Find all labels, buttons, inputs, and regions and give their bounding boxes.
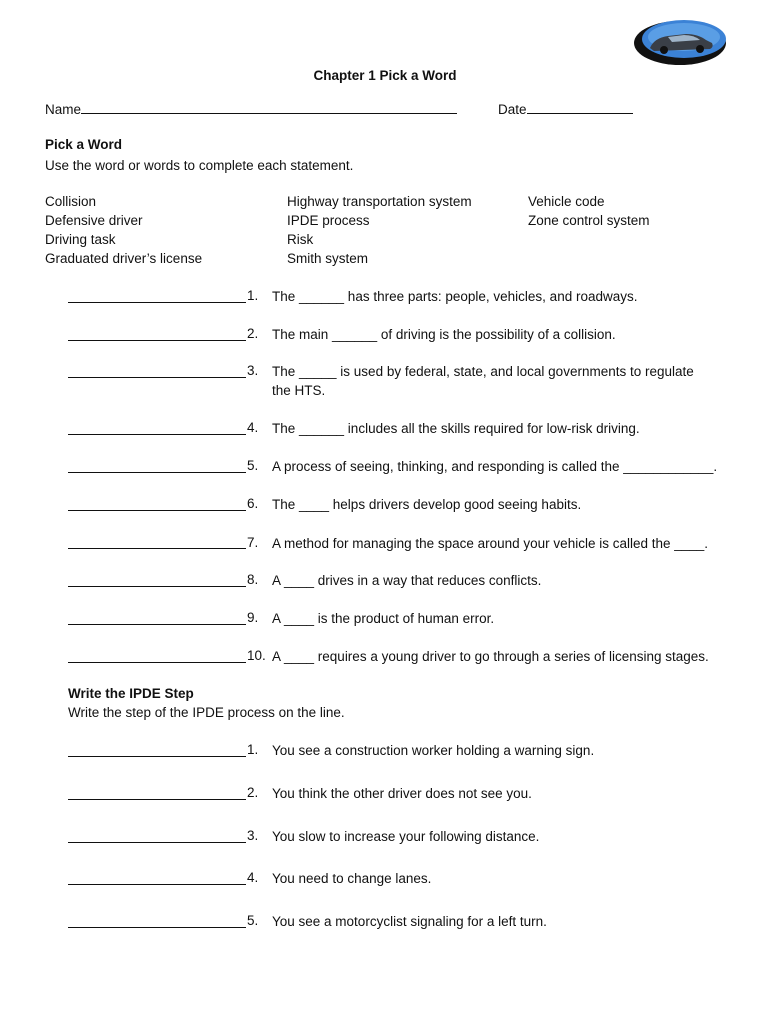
statement-text: A method for managing the space around your vehicle is called the ____.: [272, 536, 709, 551]
ipde-answer-line-1[interactable]: [68, 756, 246, 757]
ipde-answer-line-2[interactable]: [68, 799, 246, 800]
item-number: 4.: [247, 870, 259, 885]
item-number: 5.: [247, 458, 259, 473]
answer-line-4[interactable]: [68, 434, 246, 435]
answer-line-3[interactable]: [68, 377, 246, 378]
section-instruction: Use the word or words to complete each statement.: [45, 158, 354, 173]
item-number: 1.: [247, 288, 259, 303]
answer-line-9[interactable]: [68, 624, 246, 625]
item-number: 1.: [247, 742, 259, 757]
item-number: 9.: [247, 610, 259, 625]
answer-line-5[interactable]: [68, 472, 246, 473]
word-bank-item: Driving task: [45, 232, 116, 247]
item-number: 7.: [247, 535, 259, 550]
ipde-answer-line-4[interactable]: [68, 884, 246, 885]
section-heading-ipde-step: Write the IPDE Step: [68, 686, 194, 701]
word-bank-item: Smith system: [287, 251, 369, 266]
item-number: 6.: [247, 496, 259, 511]
statement-text-continued: the HTS.: [272, 383, 326, 398]
word-bank-item: Graduated driver’s license: [45, 251, 203, 266]
statement-text: The _____ is used by federal, state, and local governments to regulate: [272, 364, 694, 379]
answer-line-6[interactable]: [68, 510, 246, 511]
section-instruction: Write the step of the IPDE process on the line.: [68, 705, 345, 720]
statement-text: The ______ has three parts: people, vehicles, and roadways.: [272, 289, 638, 304]
word-bank-item: IPDE process: [287, 213, 370, 228]
section-heading-pick-a-word: Pick a Word: [45, 137, 123, 152]
word-bank-column-2: [287, 192, 472, 268]
item-number: 8.: [247, 572, 259, 587]
statement-text: You slow to increase your following distance.: [272, 829, 540, 844]
page-title: Chapter 1 Pick a Word: [313, 68, 457, 83]
date-label: Date: [498, 102, 527, 117]
item-number: 4.: [247, 420, 259, 435]
statement-text: A ____ drives in a way that reduces conflicts.: [272, 573, 542, 588]
statement-text: You think the other driver does not see you.: [272, 786, 532, 801]
name-row: [45, 101, 457, 119]
statement-text: The ____ helps drivers develop good seeing habits.: [272, 497, 582, 512]
word-bank-item: Highway transportation system: [287, 194, 472, 209]
item-number: 2.: [247, 326, 259, 341]
statement-text: You see a construction worker holding a warning sign.: [272, 743, 595, 758]
answer-line-10[interactable]: [68, 662, 246, 663]
item-number: 3.: [247, 363, 259, 378]
statement-text: You need to change lanes.: [272, 871, 432, 886]
statement-text: A ____ is the product of human error.: [272, 611, 495, 626]
word-bank-item: Collision: [45, 194, 97, 209]
word-bank-column-1: [45, 192, 202, 268]
statement-text: You see a motorcyclist signaling for a left turn.: [272, 914, 547, 929]
item-number: 3.: [247, 828, 259, 843]
date-field[interactable]: [527, 113, 633, 114]
statement-text: The ______ includes all the skills required for low-risk driving.: [272, 421, 640, 436]
statement-text: The main ______ of driving is the possibility of a collision.: [272, 327, 616, 342]
answer-line-7[interactable]: [68, 548, 246, 549]
word-bank-column-3: [528, 192, 650, 230]
item-number: 5.: [247, 913, 259, 928]
item-number: 2.: [247, 785, 259, 800]
answer-line-8[interactable]: [68, 586, 246, 587]
name-field[interactable]: [81, 113, 457, 114]
statement-text: A ____ requires a young driver to go through a series of licensing stages.: [272, 649, 709, 664]
item-number: 10.: [247, 648, 266, 663]
date-row: [498, 101, 633, 119]
answer-line-2[interactable]: [68, 340, 246, 341]
statement-text: A process of seeing, thinking, and responding is called the ____________.: [272, 459, 718, 474]
word-bank-item: Zone control system: [528, 213, 650, 228]
word-bank-item: Vehicle code: [528, 194, 605, 209]
ipde-answer-line-3[interactable]: [68, 842, 246, 843]
car-logo-icon: [628, 16, 728, 68]
name-label: Name: [45, 102, 82, 117]
ipde-answer-line-5[interactable]: [68, 927, 246, 928]
word-bank-item: Defensive driver: [45, 213, 143, 228]
word-bank-item: Risk: [287, 232, 314, 247]
answer-line-1[interactable]: [68, 302, 246, 303]
